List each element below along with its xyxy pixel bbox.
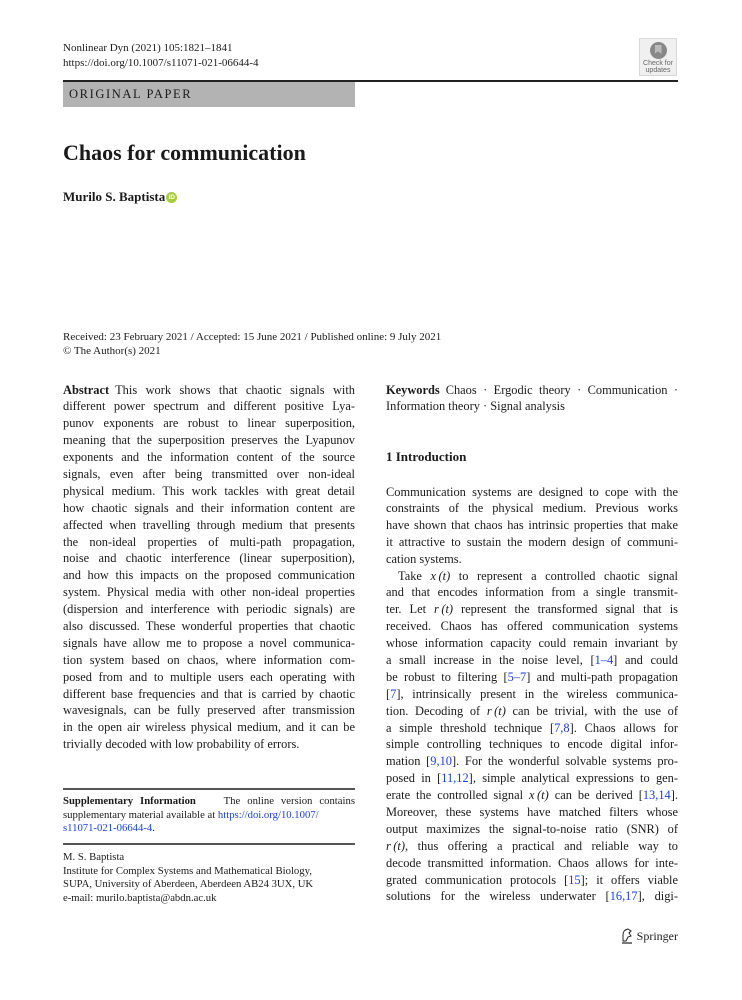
text-line	[63, 809, 355, 823]
text-line: how chaotic signals and their information content are	[63, 500, 355, 515]
text-line: have shown that chaos has intrinsic properties that make	[386, 518, 678, 533]
text-line: output maximizes the signal-to-noise ratio (SNR) of	[386, 821, 678, 836]
journal-citation: Nonlinear Dyn (2021) 105:1821–1841	[63, 42, 233, 54]
text-line: physical medium. This work tackles with great detail	[63, 483, 355, 498]
article-type: ORIGINAL PAPER	[69, 87, 193, 101]
bookmark-icon	[650, 42, 667, 59]
paper-title: Chaos for communication	[63, 140, 306, 165]
text-line: received. Chaos has offered communication systems	[386, 619, 678, 634]
publication-dates	[63, 330, 441, 358]
text-line: solutions for the wireless underwater [16,17], digi-	[386, 889, 678, 904]
math-symbol: x (t)	[430, 568, 451, 583]
citation-link[interactable]: 7	[390, 686, 397, 701]
supplementary-text: supplementary material available at	[63, 808, 216, 821]
text-line: noise and chaotic interference (linear superposition),	[63, 551, 355, 566]
text-line	[63, 795, 355, 809]
footnote-rule	[63, 788, 355, 790]
text-line: system. Physical media with other non-ideal properties	[63, 585, 355, 600]
affiliation-institute: Institute for Complex Systems and Mathematical Biology,	[63, 864, 312, 877]
intro-paragraph-1	[386, 484, 678, 568]
citation-link[interactable]: 5–7	[507, 669, 527, 684]
publisher-name: Springer	[636, 929, 678, 943]
text-line: whose information capacity could remain invariant by	[386, 636, 678, 651]
text-line: signals have allow me to propose a novel communica-	[63, 635, 355, 650]
text-line: be robust to filtering [5–7] and multi-path propagation	[386, 669, 678, 684]
section-bar	[63, 82, 355, 107]
text-line: different power spectrum and different positive Lya-	[63, 399, 355, 414]
citation-link[interactable]: 9,10	[430, 754, 452, 769]
citation-link[interactable]: 11,12	[441, 771, 469, 786]
text-line: Information theory · Signal analysis	[386, 399, 565, 414]
math-symbol: r (t)	[386, 838, 405, 853]
springer-horse-icon	[620, 928, 634, 944]
badge-text: Check for	[643, 60, 673, 67]
text-line: trivially decoded with low probability of errors.	[63, 737, 300, 752]
text-line: exponents and the information content of the source	[63, 450, 355, 465]
text-line: [7], intrinsically present in the wireless communica-	[386, 686, 678, 701]
math-symbol: x (t)	[529, 788, 549, 803]
publisher-logo	[620, 928, 678, 944]
text-line: meaning that the superposition preserves the Lyapunov	[63, 433, 355, 448]
section-heading: 1 Introduction	[386, 449, 467, 464]
text-line: cation systems.	[386, 552, 462, 567]
section-label: Keywords	[386, 382, 440, 397]
orcid-icon[interactable]: iD	[166, 192, 177, 203]
text-line: wavesignals, can be fully preserved after transmission	[63, 703, 355, 718]
text-line: simple controlling techniques to encode digital infor-	[386, 737, 678, 752]
text-line: also discussed. These wonderful properties that chaotic	[63, 618, 355, 633]
text-line: affected when travelling through medium that presents	[63, 517, 355, 532]
text-line: r (t), thus offering a practical and reliable way to	[386, 838, 678, 853]
text-line: mation [9,10]. For the wonderful solvable systems pro-	[386, 754, 678, 769]
text-line: different base frequencies and that is carried by chaotic	[63, 686, 355, 701]
copyright: © The Author(s) 2021	[63, 345, 161, 357]
intro-paragraph-2	[386, 568, 678, 906]
affiliation	[63, 851, 355, 905]
doi-link[interactable]: https://doi.org/10.1007/s11071-021-06644-4	[63, 57, 259, 69]
math-symbol: r (t)	[486, 703, 506, 718]
text-line: in the open air wireless physical medium, and it can be	[63, 720, 355, 735]
journal-header	[63, 41, 259, 71]
check-for-updates-badge[interactable]	[639, 38, 677, 76]
citation-link[interactable]: 13,14	[642, 788, 671, 803]
math-symbol: r (t)	[434, 602, 454, 617]
text-line: punov exponents are robust to linear superposition,	[63, 416, 355, 431]
footnote-rule	[63, 843, 355, 845]
citation-link[interactable]: 15	[568, 872, 581, 887]
affiliation-name: M. S. Baptista	[63, 851, 125, 863]
punctuation: .	[152, 822, 155, 835]
abstract	[63, 382, 355, 754]
badge-text: updates	[645, 67, 671, 74]
text-line: a simple threshold technique [7,8]. Chaos allows for	[386, 720, 678, 735]
supplementary-link[interactable]: https://doi.org/10.1007/	[217, 808, 319, 821]
supplementary-info	[63, 795, 355, 836]
text-line: erate the controlled signal x (t) can be derived [13,14].	[386, 788, 678, 803]
text-line: a small increase in the noise level, [1–4] and could	[386, 652, 678, 667]
text-line	[63, 822, 355, 836]
supplementary-link[interactable]: s11071-021-06644-4	[63, 822, 153, 835]
text-line: decode transmitted information. Chaos allows for inte-	[386, 855, 678, 870]
section-label: Abstract	[63, 382, 110, 397]
text-line: it attractive to sustain the modern design of communi-	[386, 535, 678, 550]
text-line: tion system based on chaos, where information com-	[63, 652, 355, 667]
dates-line: Received: 23 February 2021 / Accepted: 15 June 2021 / Published online: 9 July 2021	[63, 331, 442, 343]
text-line: grated communication protocols [15]; it offers viable	[386, 872, 678, 887]
text-line: (dispersion and interference with periodic signals) are	[63, 602, 355, 617]
text-line: tion. Decoding of r (t) can be trivial, with the use of	[386, 703, 678, 718]
affiliation-address: SUPA, University of Aberdeen, Aberdeen AB24 3UX, UK	[63, 878, 314, 891]
text-line: ter. Let r (t) represent the transformed signal that is	[386, 602, 678, 617]
keywords	[386, 382, 678, 416]
author-name: Murilo S. Baptista	[63, 189, 166, 204]
citation-link[interactable]: 16,17	[609, 889, 638, 904]
text-line: and how this impacts on the proposed communication	[63, 568, 355, 583]
text-line: Moreover, these systems have matched filters whose	[386, 804, 678, 819]
citation-link[interactable]: 1–4	[594, 652, 614, 667]
text-line: and that encodes information from a single transmit-	[386, 585, 678, 600]
author	[63, 189, 177, 205]
text-line: signals, even after being transmitted over non-ideal	[63, 466, 355, 481]
text-line: constraints of the physical medium. Previous works	[386, 501, 678, 516]
supplementary-text: The online version contains	[223, 795, 355, 807]
text-line: Take x (t) to represent a controlled chaotic signal	[398, 568, 678, 583]
text-line: posed in [11,12], simple analytical expressions to gen-	[386, 771, 678, 786]
text-line: Abstract This work shows that chaotic signals with	[63, 382, 355, 397]
text-line: Keywords Chaos · Ergodic theory · Communication ·	[386, 382, 678, 397]
text-line: posed from and to multiple users each operating with	[63, 669, 355, 684]
supplementary-label: Supplementary Information	[63, 795, 196, 807]
text-line: the non-ideal properties of multi-path propagation,	[63, 534, 355, 549]
citation-link[interactable]: 7,8	[554, 720, 570, 735]
affiliation-email[interactable]: e-mail: murilo.baptista@abdn.ac.uk	[63, 891, 217, 904]
text-line: Communication systems are designed to cope with the	[386, 484, 678, 499]
